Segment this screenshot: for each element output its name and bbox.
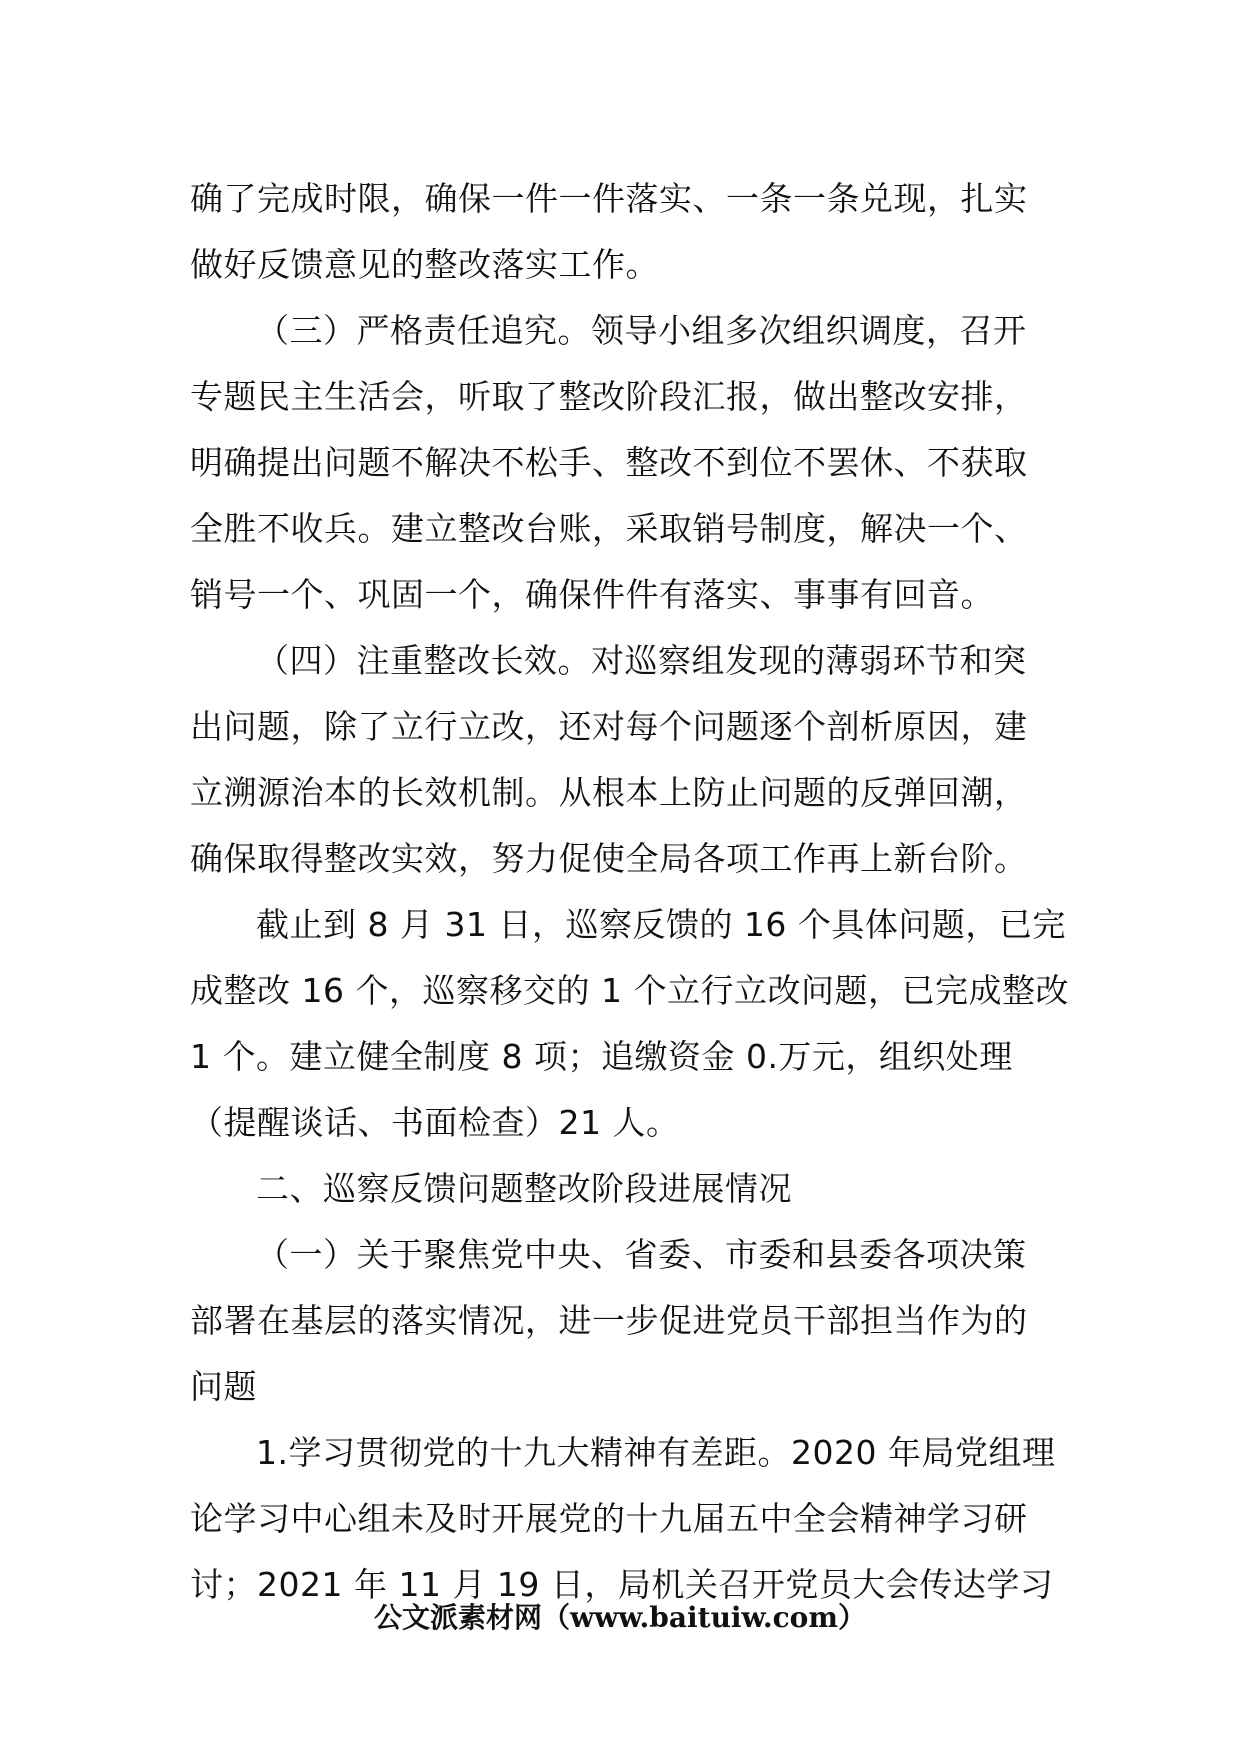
paragraph-heading-4: （四）注重整改长效。对巡察组发现的薄弱环节和突: [256, 641, 1027, 680]
summary-line-13: 成整改 16 个，巡察移交的 1 个立行立改问题，已完成整改: [190, 971, 1069, 1010]
body-line-18: 部署在基层的落实情况，进一步促进党员干部担当作为的: [190, 1301, 1028, 1340]
summary-line-15: （提醒谈话、书面检查）21 人。: [190, 1103, 680, 1142]
body-line-7: 销号一个、巩固一个，确保件件有落实、事事有回音。: [190, 575, 994, 614]
body-line-6: 全胜不收兵。建立整改台账，采取销号制度，解决一个、: [190, 509, 1028, 548]
summary-line-14: 1 个。建立健全制度 8 项；追缴资金 0.万元，组织处理: [190, 1037, 1013, 1076]
body-line-11: 确保取得整改实效，努力促使全局各项工作再上新台阶。: [190, 839, 1028, 878]
body-line-1: 确了完成时限，确保一件一件落实、一条一条兑现，扎实: [190, 179, 1028, 218]
body-line-2: 做好反馈意见的整改落实工作。: [190, 245, 659, 284]
footer-watermark-text: 公文派素材网（www.baituiw.com）: [374, 1601, 866, 1634]
body-line-19: 问题: [190, 1367, 257, 1406]
body-line-21: 论学习中心组未及时开展党的十九届五中全会精神学习研: [190, 1499, 1028, 1538]
body-line-5: 明确提出问题不解决不松手、整改不到位不罢休、不获取: [190, 443, 1028, 482]
paragraph-heading-3: （三）严格责任追究。领导小组多次组织调度，召开: [256, 311, 1027, 350]
subsection-heading-1: （一）关于聚焦党中央、省委、市委和县委各项决策: [256, 1235, 1027, 1274]
body-line-10: 立溯源治本的长效机制。从根本上防止问题的反弹回潮，: [190, 773, 1028, 812]
body-line-22: 讨；2021 年 11 月 19 日，局机关召开党员大会传达学习: [190, 1565, 1054, 1604]
body-line-4: 专题民主生活会，听取了整改阶段汇报，做出整改安排，: [190, 377, 1028, 416]
body-line-9: 出问题，除了立行立改，还对每个问题逐个剖析原因，建: [190, 707, 1028, 746]
section-heading-2: 二、巡察反馈问题整改阶段进展情况: [256, 1169, 792, 1208]
summary-line-12: 截止到 8 月 31 日，巡察反馈的 16 个具体问题，已完: [256, 905, 1066, 944]
item-line-20: 1.学习贯彻党的十九大精神有差距。2020 年局党组理: [256, 1433, 1056, 1472]
document-body: [190, 166, 1069, 1618]
